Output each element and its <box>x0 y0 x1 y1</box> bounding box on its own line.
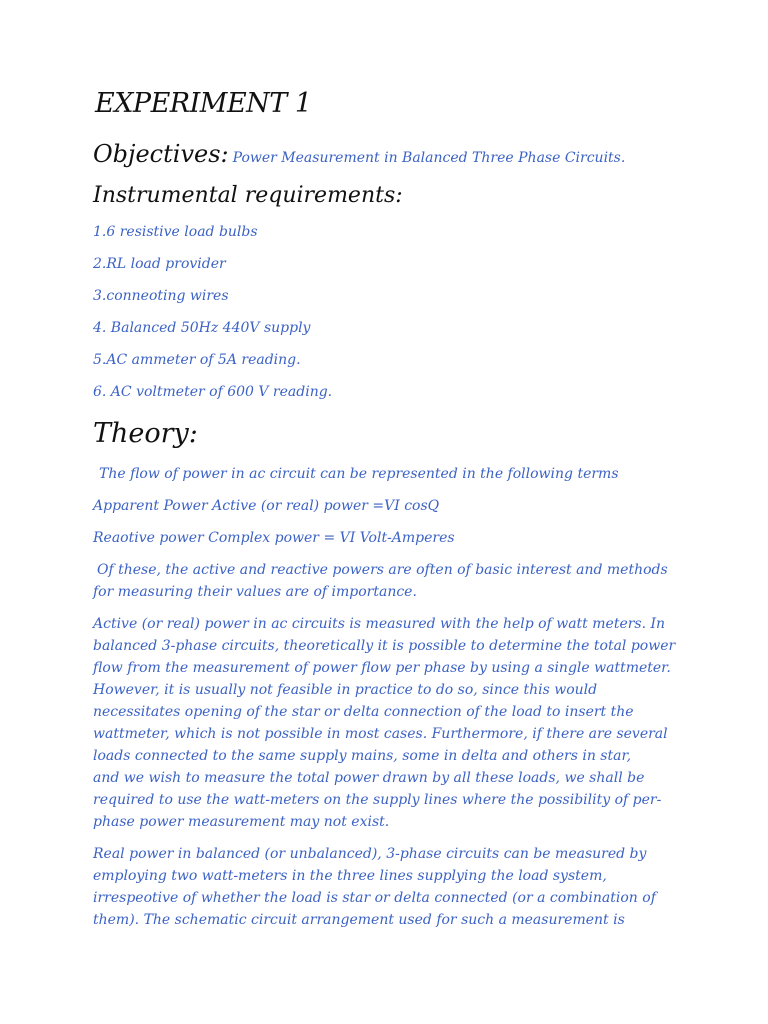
text-line: flow from the measurement of power flow per phase by using a single wattmeter. <box>93 660 671 676</box>
requirement-item: 6. AC voltmeter of 600 V reading. <box>93 384 333 400</box>
objectives-heading: Objectives: <box>93 140 229 168</box>
text-line: Real power in balanced (or unbalanced), 3-phase circuits can be measured by <box>93 846 647 862</box>
text-line: balanced 3-phase circuits, theoretically it is possible to determine the total power <box>93 638 676 654</box>
text-line: phase power measurement may not exist. <box>93 814 390 830</box>
theory-paragraph-5 <box>93 613 683 833</box>
text-line: Active (or real) power in ac circuits is measured with the help of watt meters. In <box>93 616 666 632</box>
theory-paragraph-2: Apparent Power Active (or real) power =VI cosQ <box>93 498 440 514</box>
text-line: for measuring their values are of importance. <box>93 584 417 600</box>
text-line: loads connected to the same supply mains, some in delta and others in star, <box>93 748 632 764</box>
text-line: them). The schematic circuit arrangement used for such a measurement is <box>93 912 625 928</box>
theory-paragraph-4 <box>93 559 683 603</box>
requirement-item: 4. Balanced 50Hz 440V supply <box>93 320 311 336</box>
theory-paragraph-3: Reaotive power Complex power = VI Volt-Amperes <box>93 530 455 546</box>
theory-paragraph-1: The flow of power in ac circuit can be represented in the following terms <box>99 466 619 482</box>
requirement-item: 3.conneoting wires <box>93 288 229 304</box>
requirements-heading: Instrumental requirements: <box>93 183 403 208</box>
text-line: wattmeter, which is not possible in most cases. Furthermore, if there are several <box>93 726 668 742</box>
requirements-list <box>93 224 332 416</box>
text-line: However, it is usually not feasible in practice to do so, since this would <box>93 682 598 698</box>
requirement-item: 2.RL load provider <box>93 256 226 272</box>
theory-heading: Theory: <box>93 418 198 449</box>
experiment-title: EXPERIMENT 1 <box>95 88 312 119</box>
theory-paragraph-6 <box>93 843 683 931</box>
requirement-item: 1.6 resistive load bulbs <box>93 224 258 240</box>
text-line: and we wish to measure the total power drawn by all these loads, we shall be <box>93 770 645 786</box>
text-line: employing two watt-meters in the three lines supplying the load system, <box>93 868 607 884</box>
text-line: Of these, the active and reactive powers are often of basic interest and methods <box>97 562 668 578</box>
objectives-section <box>93 140 625 168</box>
requirement-item: 5.AC ammeter of 5A reading. <box>93 352 301 368</box>
text-line: irrespeotive of whether the load is star or delta connected (or a combination of <box>93 890 656 906</box>
objectives-text: Power Measurement in Balanced Three Phase Circuits. <box>232 150 626 166</box>
text-line: required to use the watt-meters on the supply lines where the possibility of per- <box>93 792 662 808</box>
text-line: necessitates opening of the star or delta connection of the load to insert the <box>93 704 634 720</box>
